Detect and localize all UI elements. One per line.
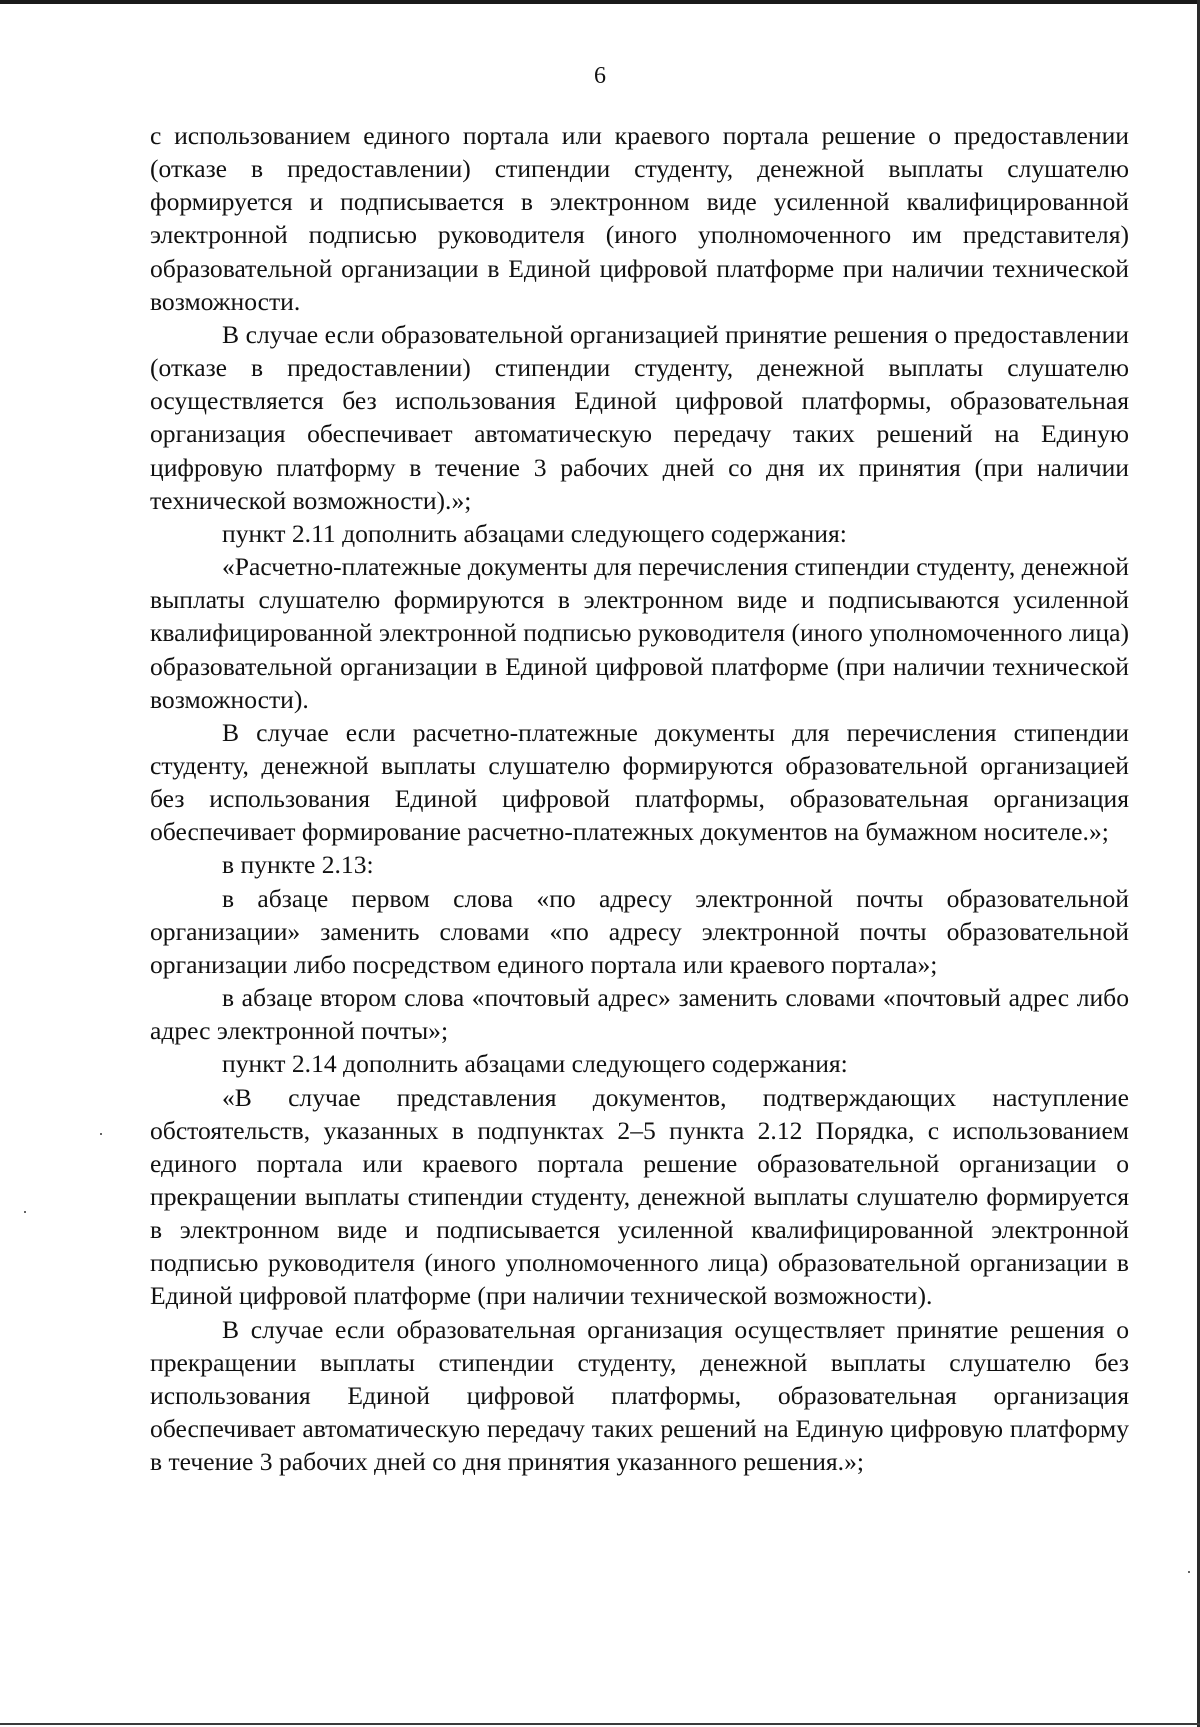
paragraph: пункт 2.14 дополнить абзацами следующего содержания: xyxy=(222,1049,848,1079)
paragraph: в абзаце втором слова «почтовый адрес» заменить словами «почтовый адрес либо адрес электронной почты»; xyxy=(150,983,1129,1046)
paragraph: с использованием единого портала или краевого портала решение о предоставлении (отказе в предоставлении) стипендии студенту, денежной выплаты слушателю формируется и подписывается в электронном виде усиленной квалифицированной электронной подписью руководителя (иного уполномоченного им представителя) образовательной организации в Единой цифровой платформе при наличии технической возможности. xyxy=(150,121,1129,316)
scan-bottom-edge xyxy=(0,1723,1200,1725)
paragraph: В случае если расчетно-платежные документы для перечисления стипендии студенту, денежной выплаты слушателю формируются образовательной организацией без использования Единой цифровой платформы, образовательная организация обеспечивает формирование расчетно-платежных документов на бумажном носителе.»; xyxy=(150,717,1129,847)
scan-top-edge xyxy=(0,0,1200,4)
paragraph: пункт 2.11 дополнить абзацами следующего содержания: xyxy=(222,518,847,548)
paragraph: в абзаце первом слова «по адресу электронной почты образовательной организации» заменить словами «по адресу электронной почты образовательной организации либо посредством единого портала или краевого портала»; xyxy=(150,883,1129,979)
document-body xyxy=(150,119,1129,1478)
paragraph: в пункте 2.13: xyxy=(222,850,374,880)
paragraph: В случае если образовательной организацией принятие решения о предоставлении (отказе в предоставлении) стипендии студенту, денежной выплаты слушателю осуществляется без использования Единой цифровой платформы, образовательная организация обеспечивает автоматическую передачу таких решений на Единую цифровую платформу в течение 3 рабочих дней со дня их принятия (при наличии технической возможности).»; xyxy=(150,319,1129,515)
paragraph: «В случае представления документов, подтверждающих наступление обстоятельств, указанных в подпунктах 2–5 пункта 2.12 Порядка, с использованием единого портала или краевого портала решение образовательной организации о прекращении выплаты стипендии студенту, денежной выплаты слушателю формируется в электронном виде и подписывается усиленной квалифицированной электронной подписью руководителя (иного уполномоченного лица) образовательной организации в Единой цифровой платформе (при наличии технической возможности). xyxy=(150,1082,1129,1311)
paragraph: В случае если образовательная организация осуществляет принятие решения о прекращении выплаты стипендии студенту, денежной выплаты слушателю без использования Единой цифровой платформы, образовательная организация обеспечивает автоматическую передачу таких решений на Единую цифровую платформу в течение 3 рабочих дней со дня принятия указанного решения.»; xyxy=(150,1314,1129,1477)
scan-speck xyxy=(1188,1571,1190,1573)
scan-speck xyxy=(24,1211,26,1213)
paragraph: «Расчетно-платежные документы для перечисления стипендии студенту, денежной выплаты слушателю формируются в электронном виде и подписываются усиленной квалифицированной электронной подписью руководителя (иного уполномоченного лица) образовательной организации в Единой цифровой платформе (при наличии технической возможности). xyxy=(150,552,1129,714)
scan-speck xyxy=(100,1133,102,1135)
page-number: 6 xyxy=(594,63,606,89)
